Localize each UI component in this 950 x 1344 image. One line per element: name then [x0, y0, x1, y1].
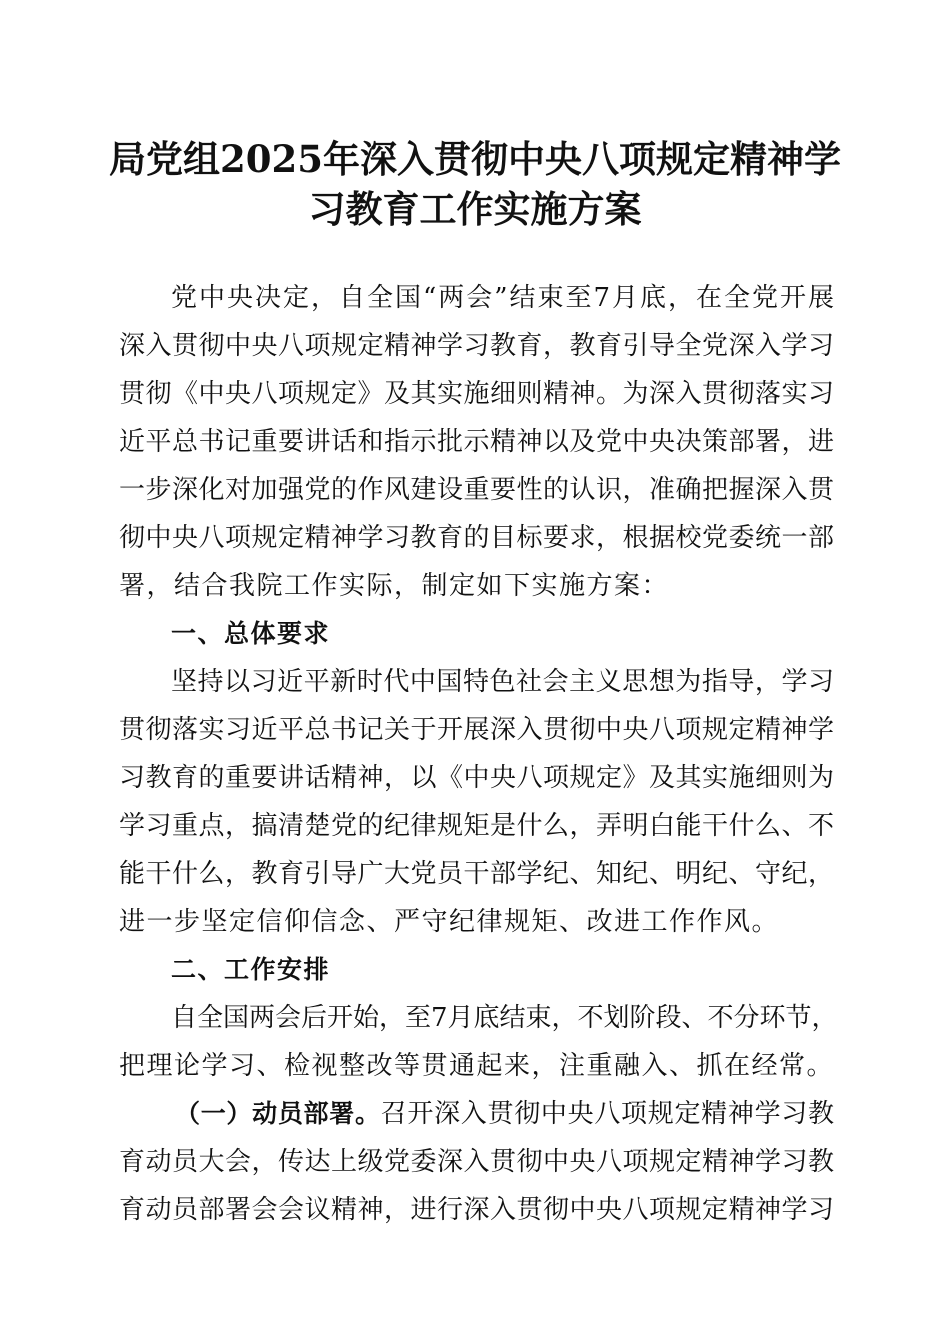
intro-line: 深入贯彻中央八项规定精神学习教育，教育引导全党深入学习 [119, 331, 834, 361]
section-1-line: 贯彻落实习近平总书记关于开展深入贯彻中央八项规定精神学 [119, 715, 834, 745]
intro-line: 署，结合我院工作实际，制定如下实施方案： [119, 571, 670, 601]
intro-line: 一步深化对加强党的作风建设重要性的认识，准确把握深入贯 [119, 475, 834, 505]
title-line-2: 习教育工作实施方案 [308, 187, 642, 231]
section-1-line: 能干什么，教育引导广大党员干部学纪、知纪、明纪、守纪， [119, 859, 834, 889]
intro-line: 近平总书记重要讲话和指示批示精神以及党中央决策部署，进 [119, 427, 834, 457]
intro-line: 贯彻《中央八项规定》及其实施细则精神。为深入贯彻落实习 [119, 379, 834, 409]
section-2-line: 自全国两会后开始，至7月底结束，不划阶段、不分环节， [171, 1003, 838, 1033]
document-body [119, 274, 838, 1234]
intro-line: 党中央决定，自全国“两会”结束至7月底，在全党开展 [171, 283, 834, 313]
subsection-1-line: 育动员部署会会议精神，进行深入贯彻中央八项规定精神学习 [119, 1195, 834, 1225]
intro-line: 彻中央八项规定精神学习教育的目标要求，根据校党委统一部 [119, 523, 834, 553]
section-2-line: 把理论学习、检视整改等贯通起来，注重融入、抓在经常。 [119, 1051, 835, 1081]
document-title [0, 134, 950, 234]
subsection-1-line: 育动员大会，传达上级党委深入贯彻中央八项规定精神学习教 [119, 1147, 834, 1177]
subsection-1-first-line [119, 1090, 834, 1138]
section-1-heading: 一、总体要求 [171, 619, 331, 648]
section-2-heading: 二、工作安排 [171, 955, 331, 984]
section-1-line: 进一步坚定信仰信念、严守纪律规矩、改进工作作风。 [119, 907, 780, 937]
section-1-line: 习教育的重要讲话精神，以《中央八项规定》及其实施细则为 [119, 763, 834, 793]
section-1-line: 坚持以习近平新时代中国特色社会主义思想为指导，学习 [171, 667, 834, 697]
title-line-1: 局党组2025年深入贯彻中央八项规定精神学 [109, 137, 841, 181]
section-1-line: 学习重点，搞清楚党的纪律规矩是什么，弄明白能干什么、不 [119, 811, 834, 841]
subsection-1-label: （一）动员部署。 [175, 1099, 381, 1128]
subsection-1-text: 召开深入贯彻中央八项规定精神学习教 [380, 1099, 834, 1129]
